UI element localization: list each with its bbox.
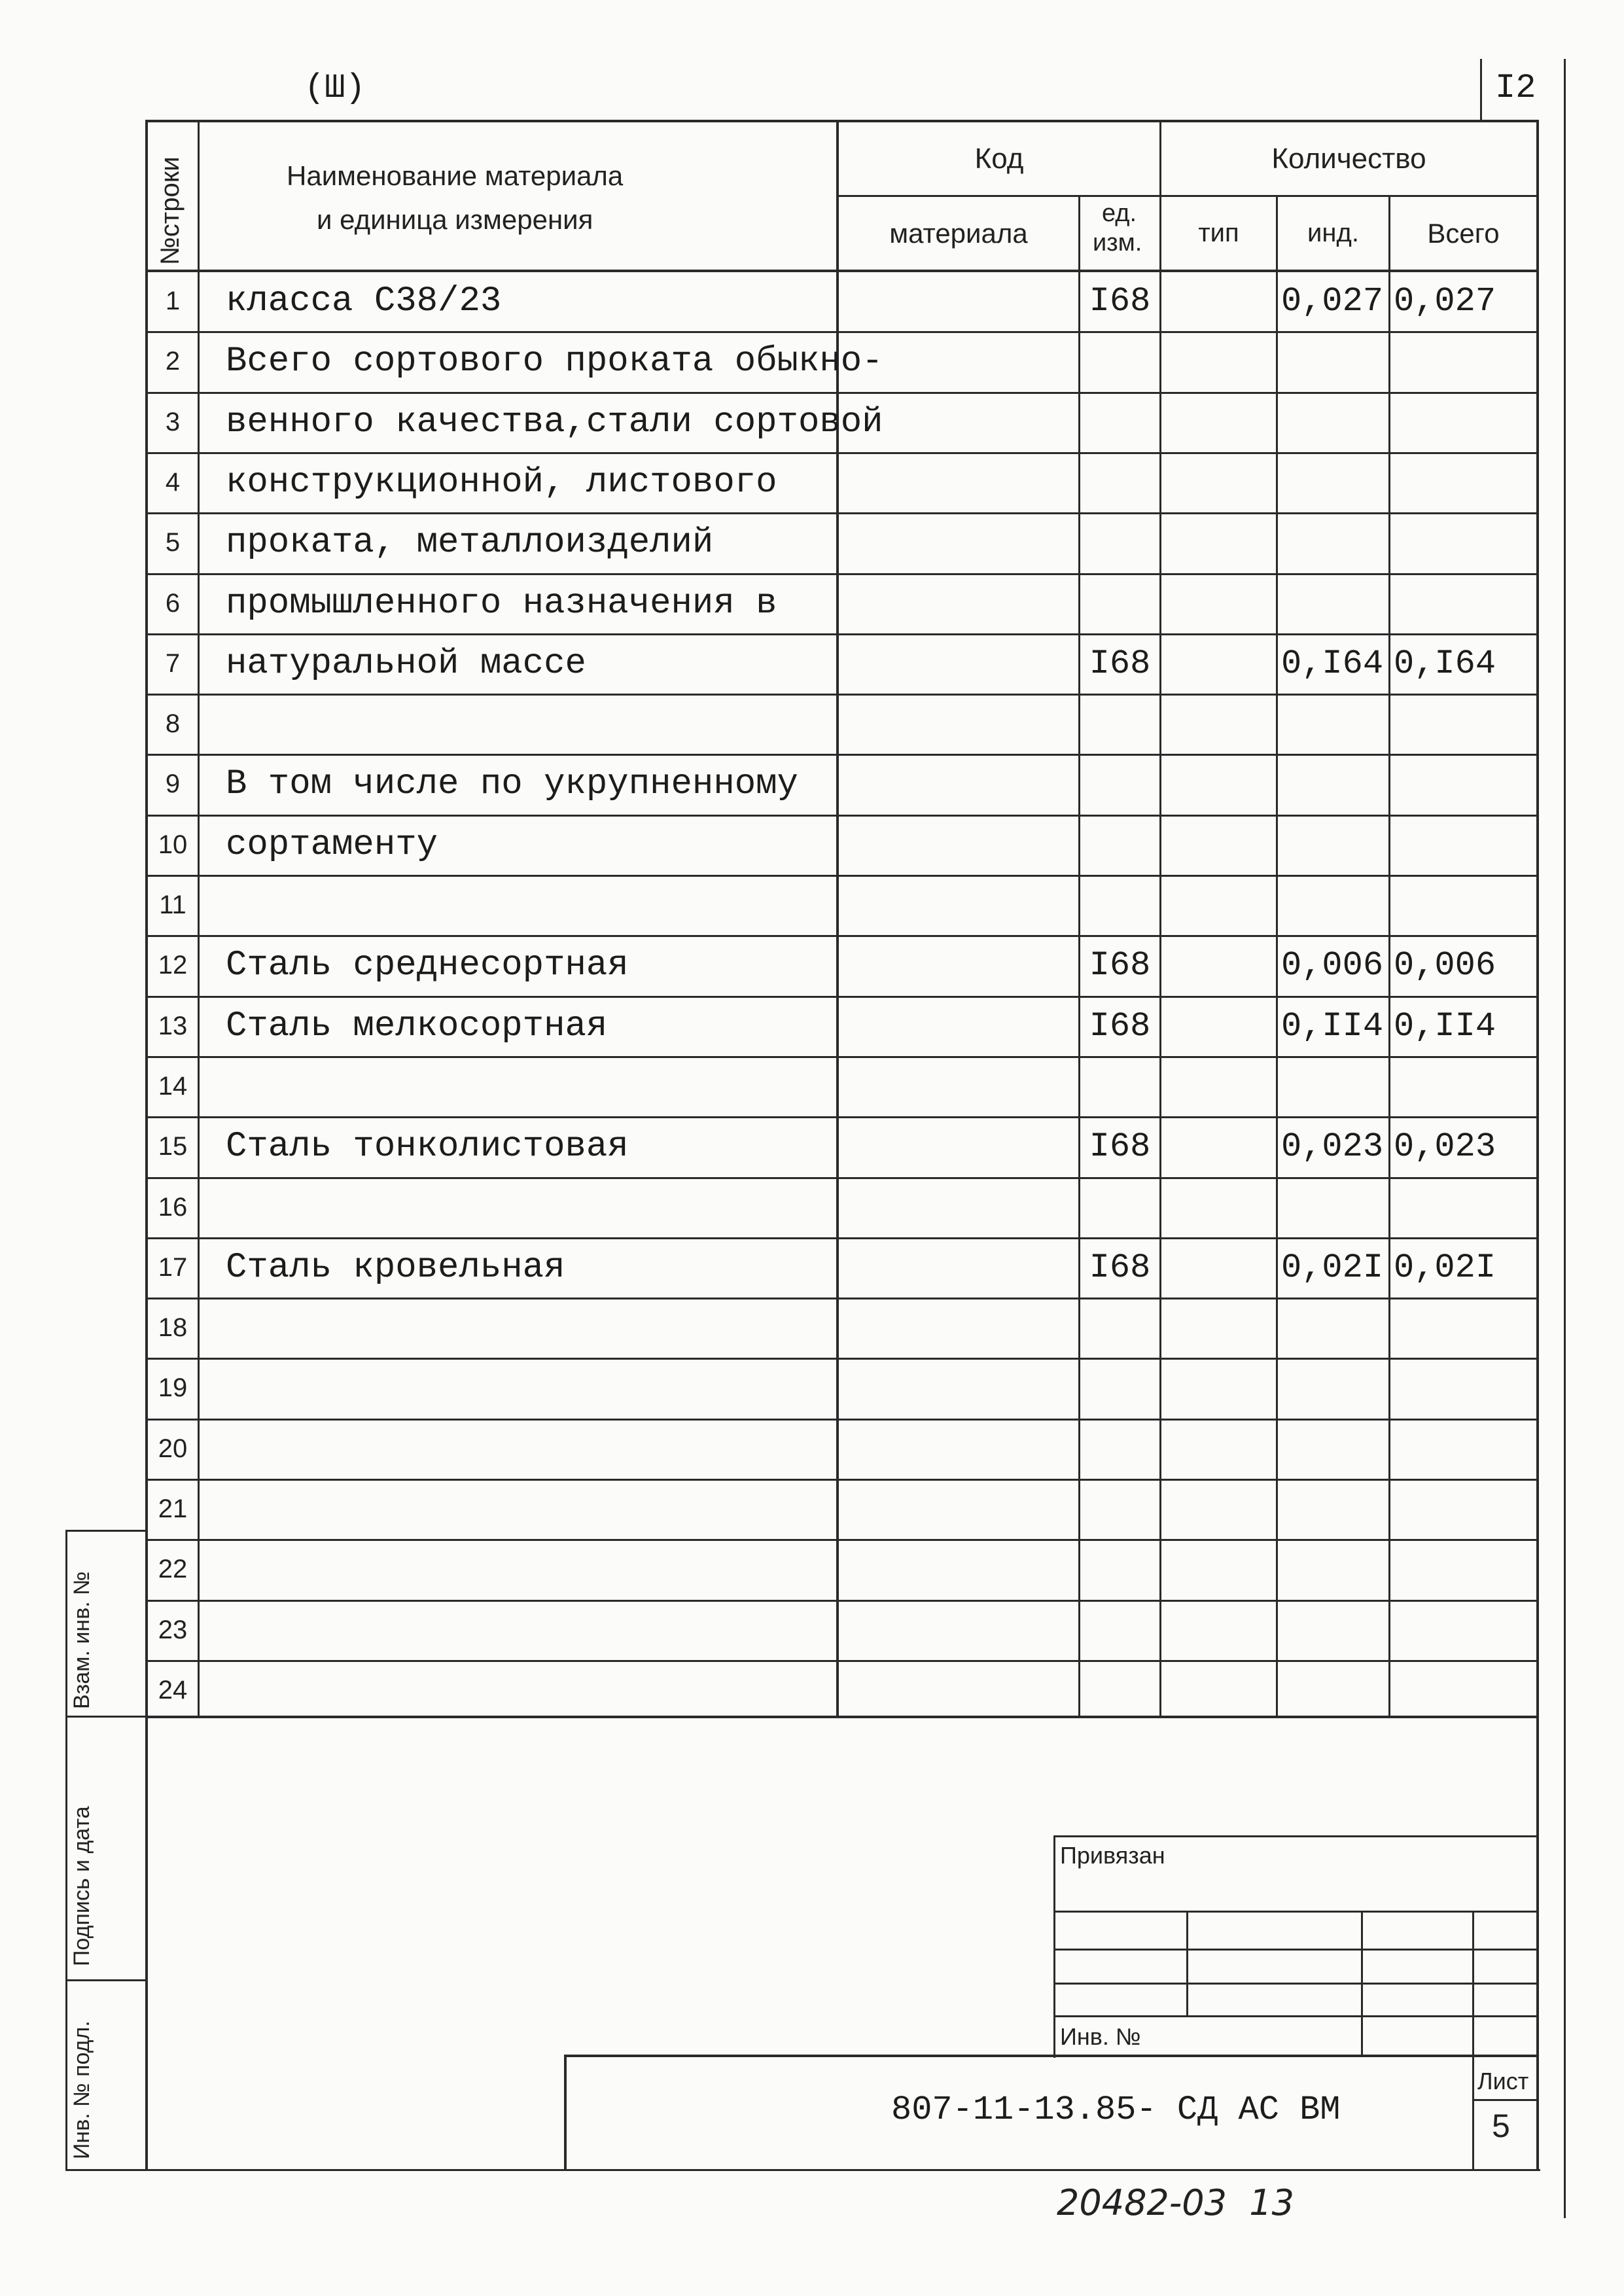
row-number: 5 bbox=[165, 527, 181, 557]
unit-code: I68 bbox=[1089, 644, 1151, 683]
sheet-number: 5 bbox=[1492, 2108, 1510, 2144]
row-number: 7 bbox=[165, 648, 181, 678]
unit-code: I68 bbox=[1089, 1248, 1151, 1287]
unit-code bbox=[1080, 815, 1159, 875]
privyazan-label: Привязан bbox=[1060, 1842, 1165, 1869]
material-name: В том числе по укрупненному bbox=[226, 764, 798, 804]
row-number: 9 bbox=[165, 769, 181, 798]
podpis-data-label: Подпись и дата bbox=[69, 1806, 94, 1966]
total-quantity: 0,006 bbox=[1394, 945, 1496, 985]
material-name-header-line2: и единица измерения bbox=[317, 204, 593, 235]
unit-code bbox=[1080, 331, 1159, 391]
unit-code bbox=[1080, 1660, 1159, 1720]
material-name: проката, металлоизделий bbox=[226, 522, 714, 563]
top-mark: (Ш) bbox=[304, 69, 366, 107]
row-number: 23 bbox=[158, 1615, 188, 1644]
row-number: 10 bbox=[158, 830, 188, 859]
ind-quantity: 0,006 bbox=[1281, 945, 1384, 985]
unit-code bbox=[1080, 1479, 1159, 1539]
type-header: тип bbox=[1198, 219, 1239, 247]
unit-code bbox=[1080, 1056, 1159, 1116]
total-header: Всего bbox=[1427, 217, 1500, 249]
row-number: 3 bbox=[165, 407, 181, 436]
row-number: 14 bbox=[158, 1071, 188, 1101]
material-name: класса С38/23 bbox=[226, 281, 502, 321]
ind-quantity: 0,II4 bbox=[1281, 1006, 1384, 1046]
material-name: натуральной массе bbox=[226, 643, 586, 684]
ind-header: инд. bbox=[1307, 219, 1359, 247]
row-number: 19 bbox=[158, 1373, 188, 1402]
total-quantity: 0,II4 bbox=[1394, 1006, 1496, 1046]
total-quantity: 0,02I bbox=[1394, 1248, 1496, 1287]
material-name: конструкционной, листового bbox=[226, 462, 777, 503]
material-name-header-line1: Наименование материала bbox=[287, 160, 624, 191]
material-code-header: материала bbox=[889, 217, 1028, 249]
unit-code: I68 bbox=[1089, 281, 1151, 321]
vzam-inv-label: Взам. инв. № bbox=[69, 1571, 94, 1709]
row-number: 2 bbox=[165, 346, 181, 376]
total-quantity: 0,I64 bbox=[1394, 644, 1496, 683]
material-name: венного качества,стали сортовой bbox=[226, 402, 883, 442]
material-name: промышленного назначения в bbox=[226, 583, 777, 624]
material-name: Сталь кровельная bbox=[226, 1247, 565, 1288]
row-number: 13 bbox=[158, 1011, 188, 1040]
material-name: сортаменту bbox=[226, 824, 438, 865]
material-name: Сталь мелкосортная bbox=[226, 1006, 608, 1046]
material-name: Сталь среднесортная bbox=[226, 945, 629, 985]
row-number-header: №строки bbox=[156, 156, 185, 265]
unit-code bbox=[1080, 392, 1159, 452]
unit-code bbox=[1080, 1600, 1159, 1660]
unit-code: I68 bbox=[1089, 1006, 1151, 1046]
total-quantity: 0,023 bbox=[1394, 1127, 1496, 1166]
material-name: Сталь тонколистовая bbox=[226, 1126, 629, 1167]
inv-podl-label: Инв. № подл. bbox=[69, 2021, 94, 2159]
row-number: 8 bbox=[165, 709, 181, 738]
row-number: 18 bbox=[158, 1313, 188, 1342]
row-number: 15 bbox=[158, 1131, 188, 1161]
row-number: 24 bbox=[158, 1675, 188, 1704]
unit-header-line2: изм. bbox=[1093, 229, 1142, 256]
row-number: 16 bbox=[158, 1192, 188, 1222]
row-number: 22 bbox=[158, 1554, 188, 1583]
row-number: 1 bbox=[165, 286, 181, 315]
total-quantity: 0,027 bbox=[1394, 281, 1496, 321]
unit-code: I68 bbox=[1089, 1127, 1151, 1166]
unit-code bbox=[1080, 1177, 1159, 1237]
ind-quantity: 0,02I bbox=[1281, 1248, 1384, 1287]
unit-code bbox=[1080, 875, 1159, 935]
ind-quantity: 0,027 bbox=[1281, 281, 1384, 321]
unit-code bbox=[1080, 1539, 1159, 1599]
document-code: 807-11-13.85- СД АС ВМ bbox=[891, 2091, 1341, 2129]
row-number: 21 bbox=[158, 1494, 188, 1523]
unit-code: I68 bbox=[1089, 945, 1151, 985]
unit-header-line1: ед. bbox=[1102, 200, 1137, 227]
unit-code bbox=[1080, 1358, 1159, 1418]
unit-code bbox=[1080, 694, 1159, 754]
row-number: 4 bbox=[165, 467, 181, 497]
sheet-label: Лист bbox=[1477, 2068, 1529, 2094]
row-number: 11 bbox=[159, 890, 186, 919]
code-header: Код bbox=[974, 142, 1024, 175]
unit-code bbox=[1080, 1298, 1159, 1358]
unit-code bbox=[1080, 512, 1159, 573]
ind-quantity: 0,I64 bbox=[1281, 644, 1384, 683]
inv-no-label: Инв. № bbox=[1060, 2023, 1141, 2050]
unit-code bbox=[1080, 1419, 1159, 1479]
ind-quantity: 0,023 bbox=[1281, 1127, 1384, 1166]
unit-code bbox=[1080, 573, 1159, 633]
unit-code bbox=[1080, 754, 1159, 814]
archive-number: 20482-03 13 bbox=[1057, 2182, 1295, 2223]
row-number: 12 bbox=[158, 950, 188, 980]
page-number: I2 bbox=[1495, 69, 1536, 107]
row-number: 6 bbox=[165, 588, 181, 618]
row-number: 20 bbox=[158, 1434, 188, 1463]
unit-code bbox=[1080, 452, 1159, 512]
material-name: Всего сортового проката обыкно- bbox=[226, 341, 883, 381]
quantity-header: Количество bbox=[1271, 142, 1426, 175]
row-number: 17 bbox=[158, 1252, 188, 1282]
